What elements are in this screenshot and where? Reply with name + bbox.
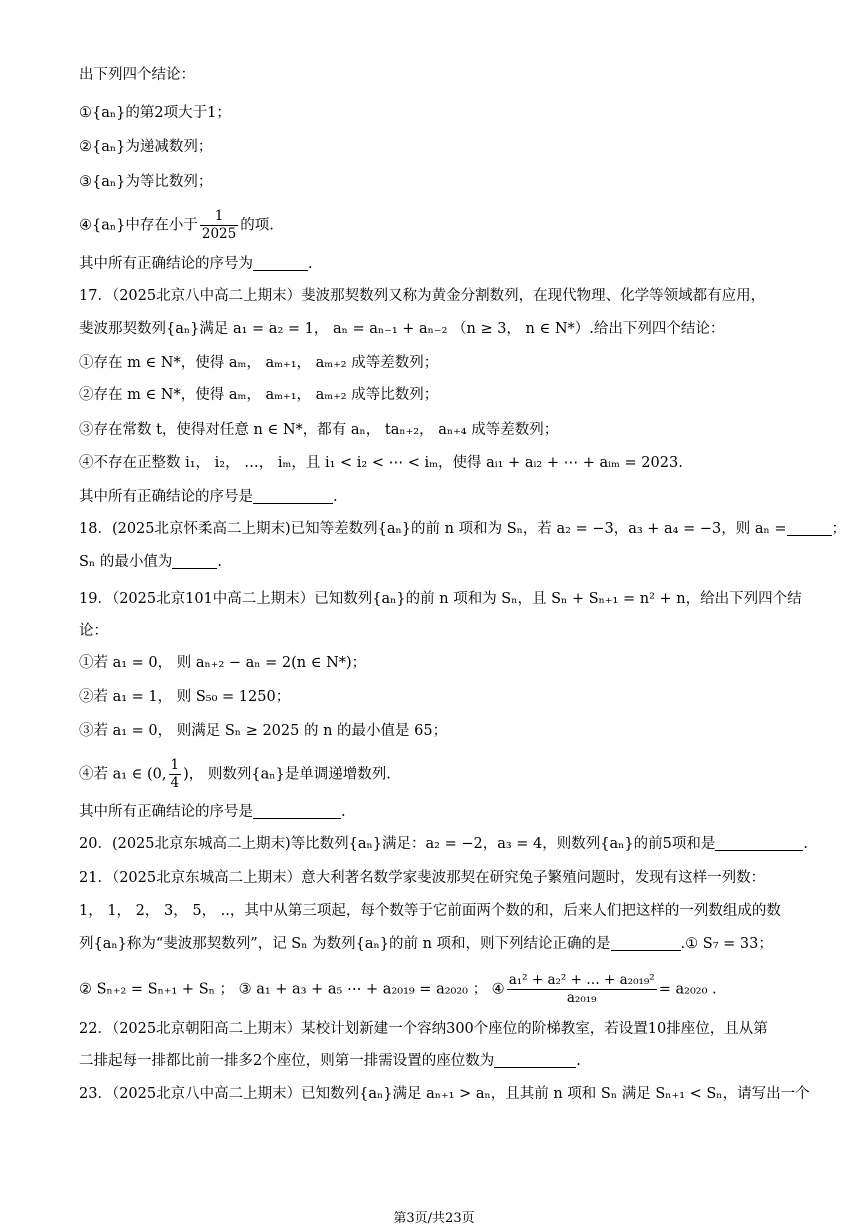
text-line: ②{aₙ}为递减数列；	[79, 139, 213, 155]
text-line: 出下列四个结论：	[79, 67, 195, 83]
fraction-denominator: 4	[170, 775, 180, 791]
text-line: ③若 a₁ = 0， 则满足 Sₙ ≥ 2025 的 n 的最小值是 65；	[79, 723, 448, 739]
answer-blank	[253, 254, 308, 271]
question-23-line: 23．（2025北京八中高二上期末）已知数列{aₙ}满足 aₙ₊₁ > aₙ，且其前 n 项和 Sₙ 满足 Sₙ₊₁ < Sₙ，请写出一个	[79, 1086, 810, 1102]
answer-prompt-line: 其中所有正确结论的序号为 .	[79, 256, 313, 272]
fraction	[169, 757, 182, 792]
text-line: ②若 a₁ = 1， 则 S₅₀ = 1250；	[79, 689, 291, 705]
answer-prompt-line: 其中所有正确结论的序号是 .	[79, 804, 346, 820]
text-line: ①存在 m ∈ N*，使得 aₘ， aₘ₊₁， aₘ₊₂ 成等差数列；	[79, 355, 439, 371]
page-number: 第3页/共23页	[393, 1211, 475, 1226]
text-segment: 列{aₙ}称为“斐波那契数列”，记 Sₙ 为数列{aₙ}的前 n 项和，则下列结论正确的是	[79, 936, 611, 952]
text-segment: 其中所有正确结论的序号是	[79, 489, 253, 505]
conclusion-4-line	[79, 208, 274, 243]
text-segment: ④若 a₁ ∈ (0,	[79, 766, 167, 783]
text-line: Sₙ 的最小值为 .	[79, 554, 222, 570]
text-line: 斐波那契数列{aₙ}满足 a₁ = a₂ = 1， aₙ = aₙ₋₁ + aₙ₋₂ （n ≥ 3， n ∈ N*）.给出下列四个结论：	[79, 321, 725, 337]
question-18-line: 18．(2025北京怀柔高二上期末)已知等差数列{aₙ}的前 n 项和为 Sₙ，若 a₂ = −3，a₃ + a₄ = −3，则 aₙ = ；	[79, 521, 847, 537]
question-20-line: 20．(2025北京东城高二上期末)等比数列{aₙ}满足：a₂ = −2，a₃ = 4，则数列{aₙ}的前5项和是 .	[79, 836, 808, 852]
fraction-denominator: a₂₀₁₉	[566, 990, 597, 1006]
fraction-numerator: 1	[170, 757, 180, 773]
text-segment: ② Sₙ₊₂ = Sₙ₊₁ + Sₙ ； ③ a₁ + a₃ + a₅ ⋯ + a₂₀₁₉ = a₂₀₂₀ ； ④	[79, 981, 505, 998]
text-segment: 18．(2025北京怀柔高二上期末)已知等差数列{aₙ}的前 n 项和为 Sₙ，若 a₂ = −3，a₃ + a₄ = −3，则 aₙ =	[79, 521, 787, 537]
fraction-numerator: a₁² + a₂² + … + a₂₀₁₉²	[508, 972, 655, 988]
text-segment: 二排起每一排都比前一排多2个座位，则第一排需设置的座位数为	[79, 1053, 495, 1069]
text-segment: 的项.	[240, 217, 274, 234]
answer-blank	[787, 519, 832, 536]
answer-blank	[253, 487, 333, 504]
text-line: 二排起每一排都比前一排多2个座位，则第一排需设置的座位数为 .	[79, 1053, 581, 1069]
text-segment: ④{aₙ}中存在小于	[79, 217, 198, 234]
text-line: 1， 1， 2， 3， 5， ..，其中从第三项起，每个数等于它前面两个数的和，后来人们把这样的一列数组成的数	[79, 903, 781, 919]
text-segment: Sₙ 的最小值为	[79, 554, 173, 570]
answer-blank	[715, 834, 803, 851]
text-segment: 其中所有正确结论的序号为	[79, 256, 253, 272]
text-line: ①若 a₁ = 0， 则 aₙ₊₂ − aₙ = 2(n ∈ N*)；	[79, 655, 367, 671]
text-line: ④不存在正整数 i₁， i₂， …， iₘ，且 i₁ < i₂ < ⋯ < iₘ，使得 aᵢ₁ + aᵢ₂ + ⋯ + aᵢₘ = 2023.	[79, 455, 683, 471]
text-segment: .① S₇ = 33；	[680, 936, 773, 952]
text-segment: = a₂₀₂₀ .	[658, 981, 717, 998]
question-21-line: 21．（2025北京东城高二上期末）意大利著名数学家斐波那契在研究兔子繁殖问题时，发现有这样一列数：	[79, 870, 766, 886]
text-line: ③存在常数 t，使得对任意 n ∈ N*，都有 aₙ， taₙ₊₂， aₙ₊₄ 成等差数列；	[79, 422, 559, 438]
answer-blank	[494, 1051, 576, 1068]
answer-blank	[253, 802, 341, 819]
text-segment: 其中所有正确结论的序号是	[79, 804, 253, 820]
question-22-line: 22．（2025北京朝阳高二上期末）某校计划新建一个容纳300个座位的阶梯教室，若设置10排座位，且从第	[79, 1021, 768, 1037]
fraction-denominator: 2025	[201, 226, 237, 242]
text-line	[79, 972, 717, 1007]
text-segment: 20．(2025北京东城高二上期末)等比数列{aₙ}满足：a₂ = −2，a₃ = 4，则数列{aₙ}的前5项和是	[79, 836, 716, 852]
text-line	[79, 933, 773, 955]
fraction-numerator: 1	[200, 208, 238, 226]
conclusion-4-line	[79, 757, 391, 792]
text-segment: )， 则数列{aₙ}是单调递增数列.	[183, 766, 391, 783]
answer-blank	[172, 552, 217, 569]
fraction	[200, 208, 238, 243]
question-17-line: 17．（2025北京八中高二上期末）斐波那契数列又称为黄金分割数列，在现代物理、化学等领域都有应用，	[79, 288, 766, 304]
text-line: ②存在 m ∈ N*，使得 aₘ， aₘ₊₁， aₘ₊₂ 成等比数列；	[79, 387, 439, 403]
text-line: 论：	[79, 623, 108, 639]
text-line: ①{aₙ}的第2项大于1；	[79, 105, 231, 121]
answer-prompt-line: 其中所有正确结论的序号是 .	[79, 489, 338, 505]
answer-blank	[611, 934, 681, 951]
question-19-line: 19．（2025北京101中高二上期末）已知数列{aₙ}的前 n 项和为 Sₙ，且 Sₙ + Sₙ₊₁ = n² + n，给出下列四个结	[79, 591, 802, 607]
text-line: ③{aₙ}为等比数列；	[79, 174, 213, 190]
fraction	[507, 972, 657, 1007]
